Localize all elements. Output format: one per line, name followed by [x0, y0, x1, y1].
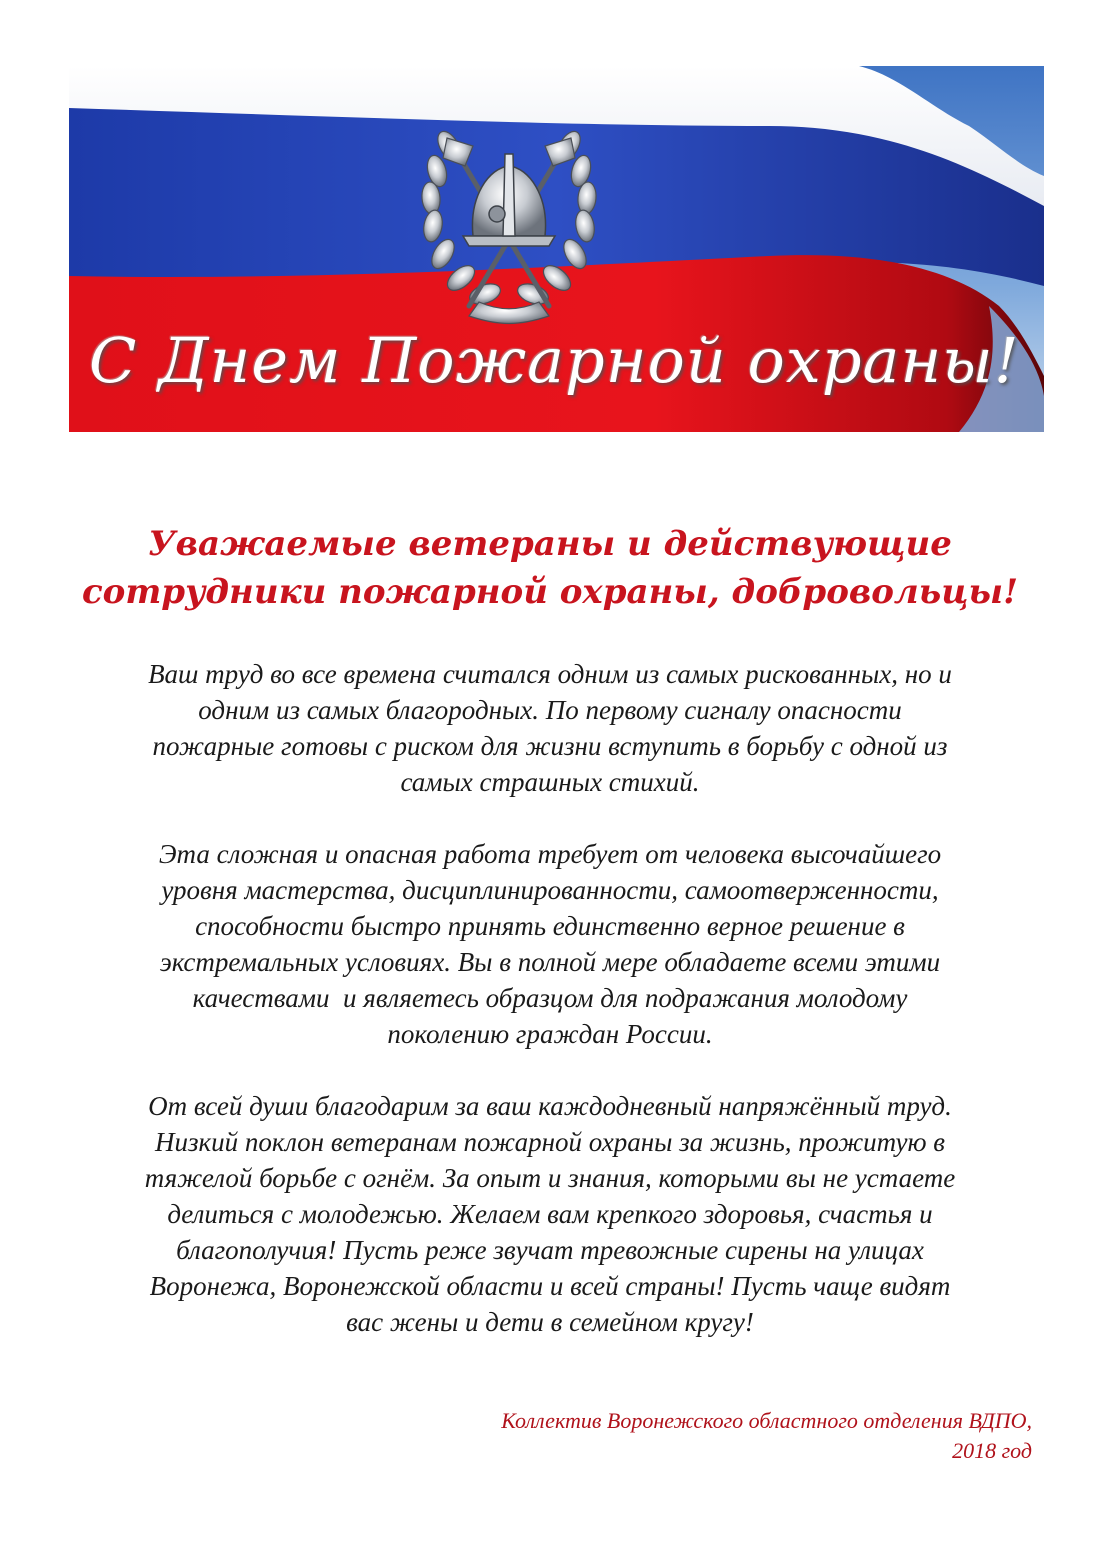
paragraph-line: пожарные готовы с риском для жизни вступить в борьбу с одной из — [152, 731, 948, 761]
paragraph-line: уровня мастерства, дисциплинированности, самоотверженности, — [161, 875, 939, 905]
heading-line: сотрудники пожарной охраны, добровольцы! — [81, 572, 1019, 612]
paragraph-line: делиться с молодежью. Желаем вам крепкого здоровья, счастья и — [167, 1199, 933, 1229]
flag-banner — [69, 66, 1044, 432]
paragraph-line: Ваш труд во все времена считался одним из самых рискованных, но и — [148, 659, 952, 689]
signature-line: Коллектив Воронежского областного отделения ВДПО, — [501, 1408, 1032, 1433]
paragraph-line: тяжелой борьбе с огнём. За опыт и знания, которыми вы не устаете — [144, 1163, 956, 1193]
paragraph-line: способности быстро принять единственно верное решение в — [195, 911, 905, 941]
paragraph-line: вас жены и дети в семейном кругу! — [346, 1307, 754, 1337]
paragraph — [60, 656, 1040, 800]
paragraph — [60, 1088, 1040, 1340]
paragraph-line: качествами и являетесь образцом для подражания молодому — [192, 983, 908, 1013]
paragraph-line: От всей души благодарим за ваш каждодневный напряжённый труд. — [148, 1091, 952, 1121]
letter-body — [60, 656, 1040, 1376]
paragraph — [60, 836, 1040, 1052]
greeting-heading — [60, 520, 1040, 616]
banner-title: С Днем Пожарной охраны! — [89, 324, 1020, 397]
paragraph-line: Эта сложная и опасная работа требует от человека высочайшего — [158, 839, 942, 869]
paragraph-line: Низкий поклон ветеранам пожарной охраны за жизнь, прожитую в — [154, 1127, 945, 1157]
signature-year: 2018 год — [952, 1438, 1032, 1463]
paragraph-line: благополучия! Пусть реже звучат тревожные сирены на улицах — [176, 1235, 924, 1265]
heading-line: Уважаемые ветераны и действующие — [148, 524, 952, 564]
paragraph-line: самых страшных стихий. — [400, 767, 700, 797]
paragraph-line: Воронежа, Воронежской области и всей страны! Пусть чаще видят — [149, 1271, 951, 1301]
signature — [501, 1406, 1032, 1466]
paragraph-line: поколению граждан России. — [387, 1019, 713, 1049]
paragraph-line: одним из самых благородных. По первому сигналу опасности — [198, 695, 902, 725]
paragraph-line: экстремальных условиях. Вы в полной мере обладаете всеми этими — [159, 947, 941, 977]
